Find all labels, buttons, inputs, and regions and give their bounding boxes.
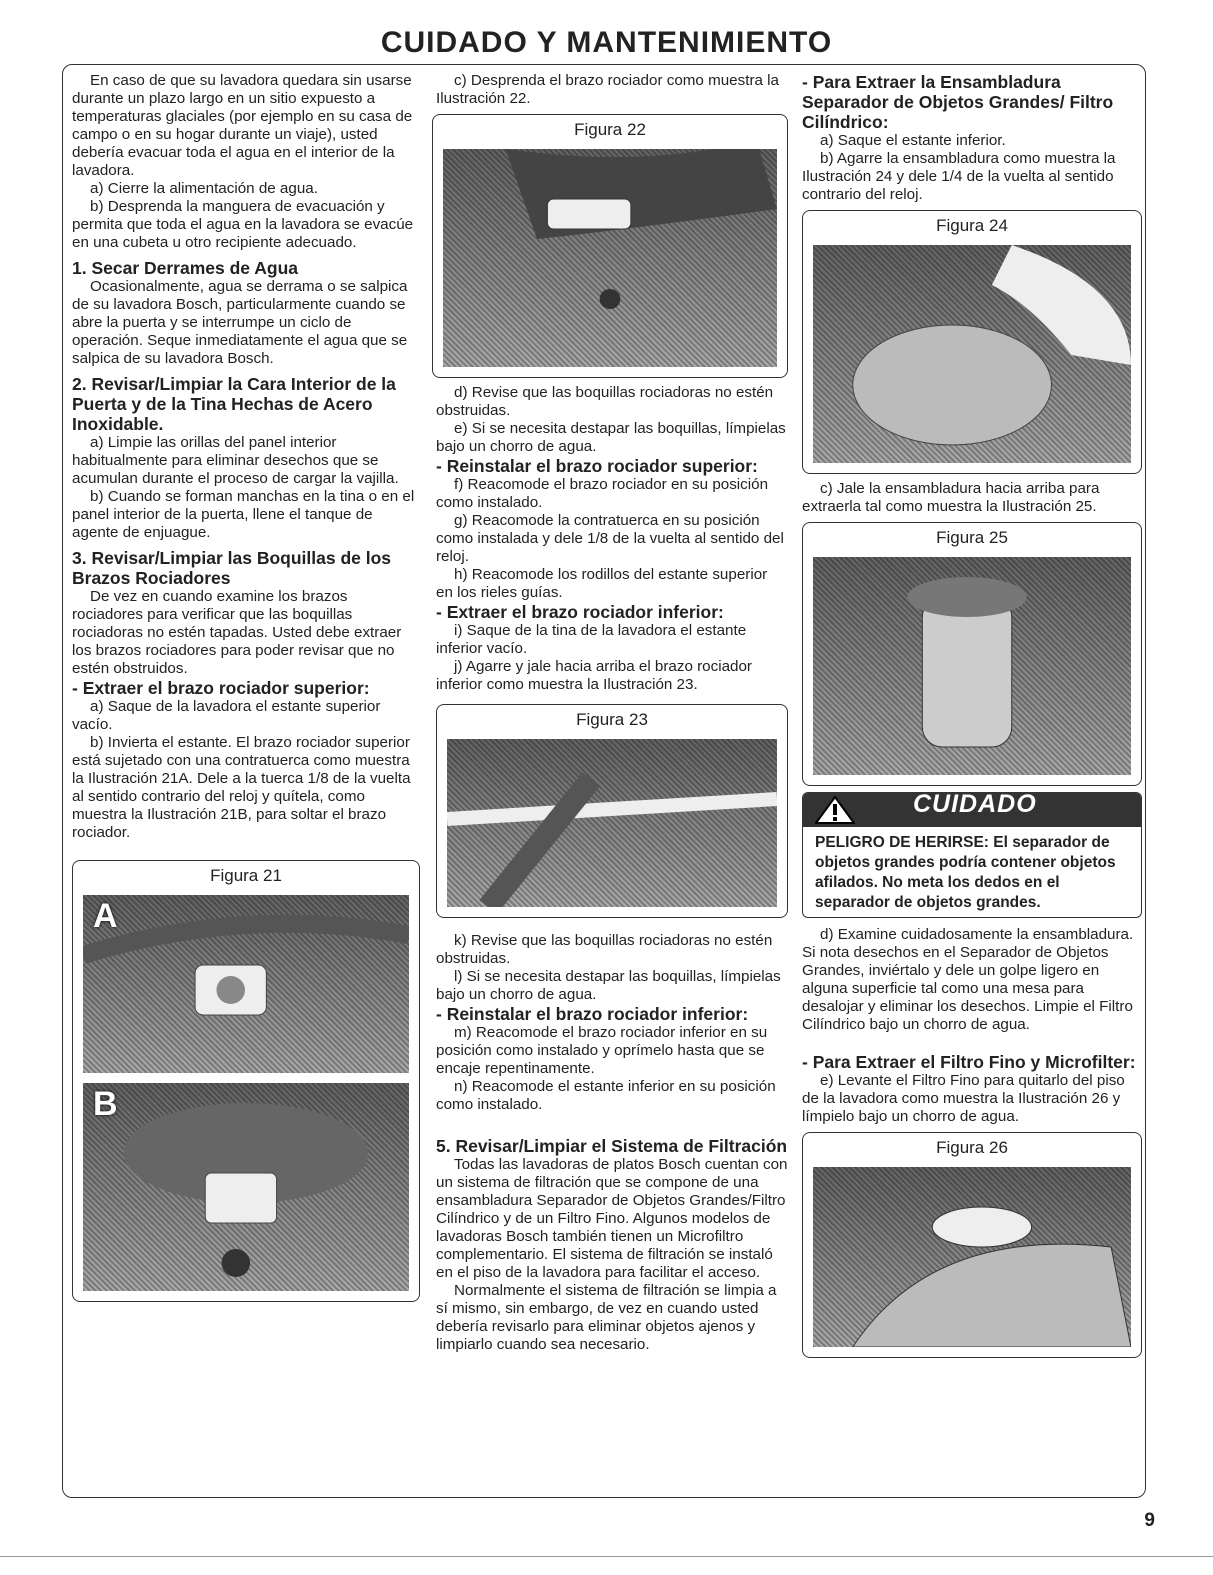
caution-header	[803, 793, 1141, 827]
figure-25-caption: Figura 25	[936, 528, 1008, 547]
paragraph-1: Ocasionalmente, agua se derrama o se salpica de su lavadora Bosch, particularmente cuando se abre la puerta y se interrumpe un ciclo de operación. Seque inmediatamente el agua que se salpica de su lavadora Bosch.	[72, 278, 408, 367]
step-n: n) Reacomode el estante inferior en su posición como instalado.	[436, 1078, 776, 1113]
lower-spray-arm-illustration	[447, 739, 777, 907]
figure-25	[802, 522, 1142, 786]
step-d: d) Revise que las boquillas rociadoras no estén obstruidas.	[436, 384, 774, 419]
figure-26	[802, 1132, 1142, 1358]
figure-22	[432, 114, 788, 378]
heading-1: 1. Secar Derrames de Agua	[72, 258, 298, 278]
paragraph-2b: b) Cuando se forman manchas en la tina o en el panel interior de la puerta, llene el tanque de agente de enjuague.	[72, 488, 415, 541]
step-3e: e) Levante el Filtro Fino para quitarlo del piso de la lavadora como muestra la Ilustración 26 y límpielo bajo un chorro de agua.	[802, 1072, 1125, 1125]
bottom-rule	[0, 1556, 1213, 1557]
page-title: CUIDADO Y MANTENIMIENTO	[380, 26, 833, 59]
column-3	[802, 72, 1142, 1364]
figure-21-caption: Figura 21	[210, 866, 282, 885]
step-m: m) Reacomode el brazo rociador inferior en su posición como instalado y oprímelo hasta que se encaje repentinamente.	[436, 1024, 768, 1077]
figure-21a-photo	[83, 895, 409, 1073]
figure-24-caption: Figura 24	[936, 216, 1008, 235]
paragraph-3: De vez en cuando examine los brazos rociadores para verificar que las boquillas rociadoras no estén tapadas. Usted debe extraer los brazos rociadores para poder revisar que no estén obstruidos.	[72, 588, 402, 677]
figure-23	[436, 704, 788, 918]
step-b: b) Desprenda la manguera de evacuación y permita que toda el agua en la lavadora se evacúe en una cubeta u otro recipiente adecuado.	[72, 198, 414, 251]
step-1a: a) Saque de la lavadora el estante superior vacío.	[72, 698, 381, 733]
heading-5: 5. Revisar/Limpiar el Sistema de Filtración	[436, 1136, 788, 1156]
figure-21-label-a: A	[93, 897, 118, 935]
figure-25-photo	[813, 557, 1131, 775]
figure-23-caption: Figura 23	[576, 710, 648, 729]
step-i: i) Saque de la tina de la lavadora el estante inferior vacío.	[436, 622, 747, 657]
step-l: l) Si se necesita destapar las boquillas, límpielas bajo un chorro de agua.	[436, 968, 781, 1003]
figure-21-label-b: B	[93, 1085, 118, 1123]
step-3a: a) Saque el estante inferior.	[820, 132, 1006, 149]
subheading-reinstall-lower: - Reinstalar el brazo rociador inferior:	[436, 1004, 749, 1024]
spray-arm-detach-illustration	[443, 149, 777, 367]
subheading-extract-upper: - Extraer el brazo rociador superior:	[72, 678, 370, 698]
step-3d: d) Examine cuidadosamente la ensambladura. Si nota desechos en el Separador de Objetos Grandes, inviértalo y dele un golpe ligero en alguna superficie tal como una mesa para desalojar y eliminar los desechos. Limpie el Filtro Cilíndrico bajo un chorro de agua.	[802, 926, 1134, 1033]
subheading-extract-lower: - Extraer el brazo rociador inferior:	[436, 602, 724, 622]
figure-21	[72, 860, 420, 1302]
figure-24	[802, 210, 1142, 474]
caution-label: CUIDADO	[913, 792, 1037, 818]
caution-box	[802, 792, 1142, 918]
step-h: h) Reacomode los rodillos del estante superior en los rieles guías.	[436, 566, 768, 601]
filter-twist-illustration	[813, 245, 1131, 463]
step-3b: b) Agarre la ensambladura como muestra la Ilustración 24 y dele 1/4 de la vuelta al sentido contrario del reloj.	[802, 150, 1116, 203]
filter-lift-illustration	[813, 557, 1131, 775]
fine-filter-illustration	[813, 1167, 1131, 1347]
figure-24-photo	[813, 245, 1131, 463]
spray-arm-nut-illustration	[83, 895, 409, 1073]
figure-21b-photo	[83, 1083, 409, 1291]
figure-22-caption: Figura 22	[574, 120, 646, 139]
step-c: c) Desprenda el brazo rociador como muestra la Ilustración 22.	[436, 72, 779, 107]
heading-2: 2. Revisar/Limpiar la Cara Interior de la Puerta y de la Tina Hechas de Acero Inoxidable.	[72, 374, 396, 434]
warning-triangle-icon	[815, 796, 855, 824]
step-e: e) Si se necesita destapar las boquillas, límpielas bajo un chorro de agua.	[436, 420, 786, 455]
step-k: k) Revise que las boquillas rociadoras no estén obstruidas.	[436, 932, 773, 967]
hand-removing-nut-illustration	[83, 1083, 409, 1291]
column-1	[72, 72, 420, 1308]
heading-3: 3. Revisar/Limpiar las Boquillas de los Brazos Rociadores	[72, 548, 392, 588]
figure-26-caption: Figura 26	[936, 1138, 1008, 1157]
figure-26-photo	[813, 1167, 1131, 1347]
figure-22-photo	[443, 149, 777, 367]
figure-23-photo	[447, 739, 777, 907]
paragraph-2a: a) Limpie las orillas del panel interior habitualmente para eliminar desechos que se acumulan durante el proceso de cargar la vajilla.	[72, 434, 399, 487]
subheading-extract-fine-filter: - Para Extraer el Filtro Fino y Microfilter:	[802, 1052, 1136, 1072]
caution-message: PELIGRO DE HERIRSE: El separador de objetos grandes podría contener objetos afilados. No meta los dedos en el separador de objetos grandes.	[815, 834, 1116, 911]
step-a: a) Cierre la alimentación de agua.	[90, 180, 318, 197]
step-3c: c) Jale la ensambladura hacia arriba para extraerla tal como muestra la Ilustración 25.	[802, 480, 1100, 515]
paragraph-5b: Normalmente el sistema de filtración se limpia a sí mismo, sin embargo, de vez en cuando usted debería revisarlo para eliminar objetos ajenos y limpiarlo cuando sea necesario.	[436, 1282, 777, 1353]
subheading-extract-separator: - Para Extraer la Ensambladura Separador de Objetos Grandes/ Filtro Cilíndrico:	[802, 72, 1114, 132]
step-j: j) Agarre y jale hacia arriba el brazo rociador inferior como muestra la Ilustración 23.	[436, 658, 752, 693]
column-2	[436, 72, 788, 1354]
page-number: 9	[1144, 1510, 1155, 1531]
step-1b: b) Invierta el estante. El brazo rociador superior está sujetado con una contratuerca como muestra la Ilustración 21A. Dele a la tuerca 1/8 de la vuelta al sentido contrario del reloj y quítela, como muestra la Ilustración 21B, para soltar el brazo rociador.	[72, 734, 411, 841]
paragraph-5a: Todas las lavadoras de platos Bosch cuentan con un sistema de filtración que se compone de una ensambladura Separador de Objetos Grandes/Filtro Cilíndrico y de un Filtro Fino. Algunos modelos de lavadoras Bosch también tienen un Microfiltro complementario. El sistema de filtración se instaló en el piso de la lavadora para facilitar el acceso.	[436, 1156, 788, 1281]
subheading-reinstall-upper: - Reinstalar el brazo rociador superior:	[436, 456, 758, 476]
step-g: g) Reacomode la contratuerca en su posición como instalada y dele 1/8 de la vuelta al sentido del reloj.	[436, 512, 784, 565]
intro-paragraph: En caso de que su lavadora quedara sin usarse durante un plazo largo en un sitio expuesto a temperaturas glaciales (por ejemplo en su casa de campo o en su hogar durante un viaje), usted debería evacuar toda el agua en el interior de la lavadora.	[72, 72, 413, 179]
step-f: f) Reacomode el brazo rociador en su posición como instalado.	[436, 476, 769, 511]
